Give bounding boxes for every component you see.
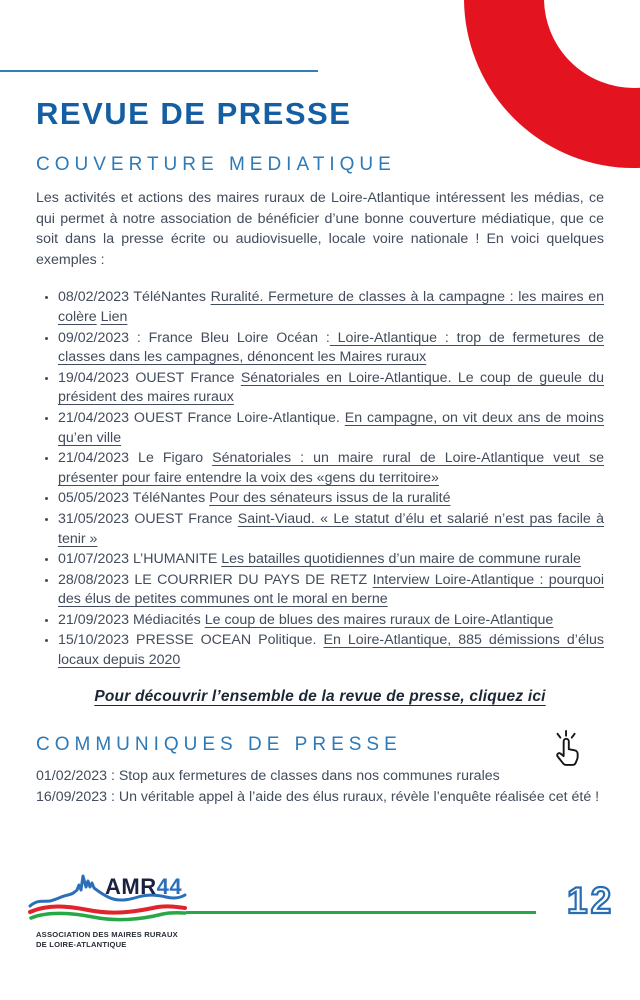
press-link[interactable]: Interview Loire-Atlantique : pourquoi des élus de petites communes ont le moral en berne — [58, 571, 605, 608]
coverage-intro: Les activités et actions des maires ruraux de Loire-Atlantique intéressent les médias, ce qui permet à notre association de bénéficier d’une bonne couverture médiatique, que ce soit dans la presse écrite ou audiovisuelle, locale voire nationale ! En voici quelques exemples : — [36, 190, 604, 268]
press-item — [58, 550, 604, 570]
press-item-text: 21/09/2023 Médiacités — [58, 611, 205, 628]
press-item-text: 19/04/2023 OUEST France — [58, 369, 241, 386]
press-item — [58, 611, 604, 631]
press-link[interactable]: Sénatoriales en Loire-Atlantique. Le coup de gueule du président des maires ruraux — [58, 369, 604, 406]
logo-wordmark — [105, 876, 182, 898]
press-item-text: 31/05/2023 OUEST France — [58, 510, 238, 527]
amr44-logo — [28, 864, 190, 958]
press-item-text: 21/04/2023 Le Figaro — [58, 450, 213, 467]
logo-caption-line1: ASSOCIATION DES MAIRES RURAUX — [36, 930, 178, 939]
press-item — [58, 571, 604, 610]
cta-link[interactable]: Pour découvrir l’ensemble de la revue de presse, cliquez ici — [94, 687, 546, 705]
logo-caption-line2: DE LOIRE-ATLANTIQUE — [36, 939, 127, 949]
press-item-text: 08/02/2023 TéléNantes — [58, 289, 211, 306]
press-item — [58, 489, 604, 509]
cta-row — [36, 688, 604, 706]
press-release-line: 16/09/2023 : Un véritable appel à l’aide des élus ruraux, révèle l’enquête réalisée cet été ! — [36, 789, 600, 806]
press-item — [58, 510, 604, 549]
press-link[interactable]: Le coup de blues des maires ruraux de Loire-Atlantique — [204, 611, 554, 628]
press-link[interactable]: Saint-Viaud. « Le statut d’élu et salarié n’est pas facile à tenir » — [58, 510, 605, 547]
press-list — [36, 288, 604, 670]
logo-text-amr: AMR — [105, 874, 157, 899]
press-item — [58, 288, 604, 327]
top-accent-line — [0, 70, 318, 72]
press-item — [58, 369, 604, 408]
section-heading-coverage: COUVERTURE MEDIATIQUE — [36, 154, 396, 175]
press-item-text: 21/04/2023 OUEST France Loire-Atlantique. — [58, 409, 345, 426]
click-hand-icon — [548, 728, 586, 770]
section-heading-press-releases: COMMUNIQUES DE PRESSE — [36, 733, 402, 755]
press-link[interactable]: Loire-Atlantique : trop de fermetures de classes dans les campagnes, dénoncent les Maires ruraux — [58, 329, 604, 366]
press-item-text: 09/02/2023 : France Bleu Loire Océan : — [58, 329, 330, 346]
press-item — [58, 631, 604, 670]
press-item — [58, 449, 604, 488]
press-link[interactable]: Sénatoriales : un maire rural de Loire-Atlantique veut se présenter pour faire entendre la voix des «gens du territoire» — [58, 450, 604, 486]
press-item — [58, 409, 604, 448]
press-link[interactable]: En campagne, on vit deux ans de moins qu’en ville — [58, 409, 604, 446]
press-item-text: 28/08/2023 LE COURRIER DU PAYS DE RETZ — [58, 571, 373, 588]
footer-green-line — [186, 911, 536, 914]
page-content — [0, 98, 640, 809]
logo-caption — [36, 930, 178, 950]
page-title: REVUE DE PRESSE — [36, 96, 352, 131]
press-link[interactable]: Les batailles quotidiennes d’un maire de commune rurale — [221, 551, 581, 568]
press-link[interactable]: Lien — [100, 308, 128, 325]
logo-text-44: 44 — [156, 874, 183, 899]
press-link[interactable]: Pour des sénateurs issus de la ruralité — [209, 490, 451, 507]
press-release-line: 01/02/2023 : Stop aux fermetures de classes dans nos communes rurales — [36, 767, 500, 784]
press-release-lines — [36, 766, 604, 809]
press-item-text: 05/05/2023 TéléNantes — [58, 490, 210, 507]
press-item-text: 15/10/2023 PRESSE OCEAN Politique. — [58, 632, 324, 649]
press-link[interactable]: Ruralité. Fermeture de classes à la campagne : les maires en colère — [58, 289, 604, 325]
press-item-text: 01/07/2023 L’HUMANITE — [58, 551, 222, 568]
press-link[interactable]: En Loire-Atlantique, 885 démissions d’élus locaux depuis 2020 — [58, 632, 604, 669]
press-item — [58, 329, 604, 368]
page-number: 12 — [567, 880, 615, 921]
